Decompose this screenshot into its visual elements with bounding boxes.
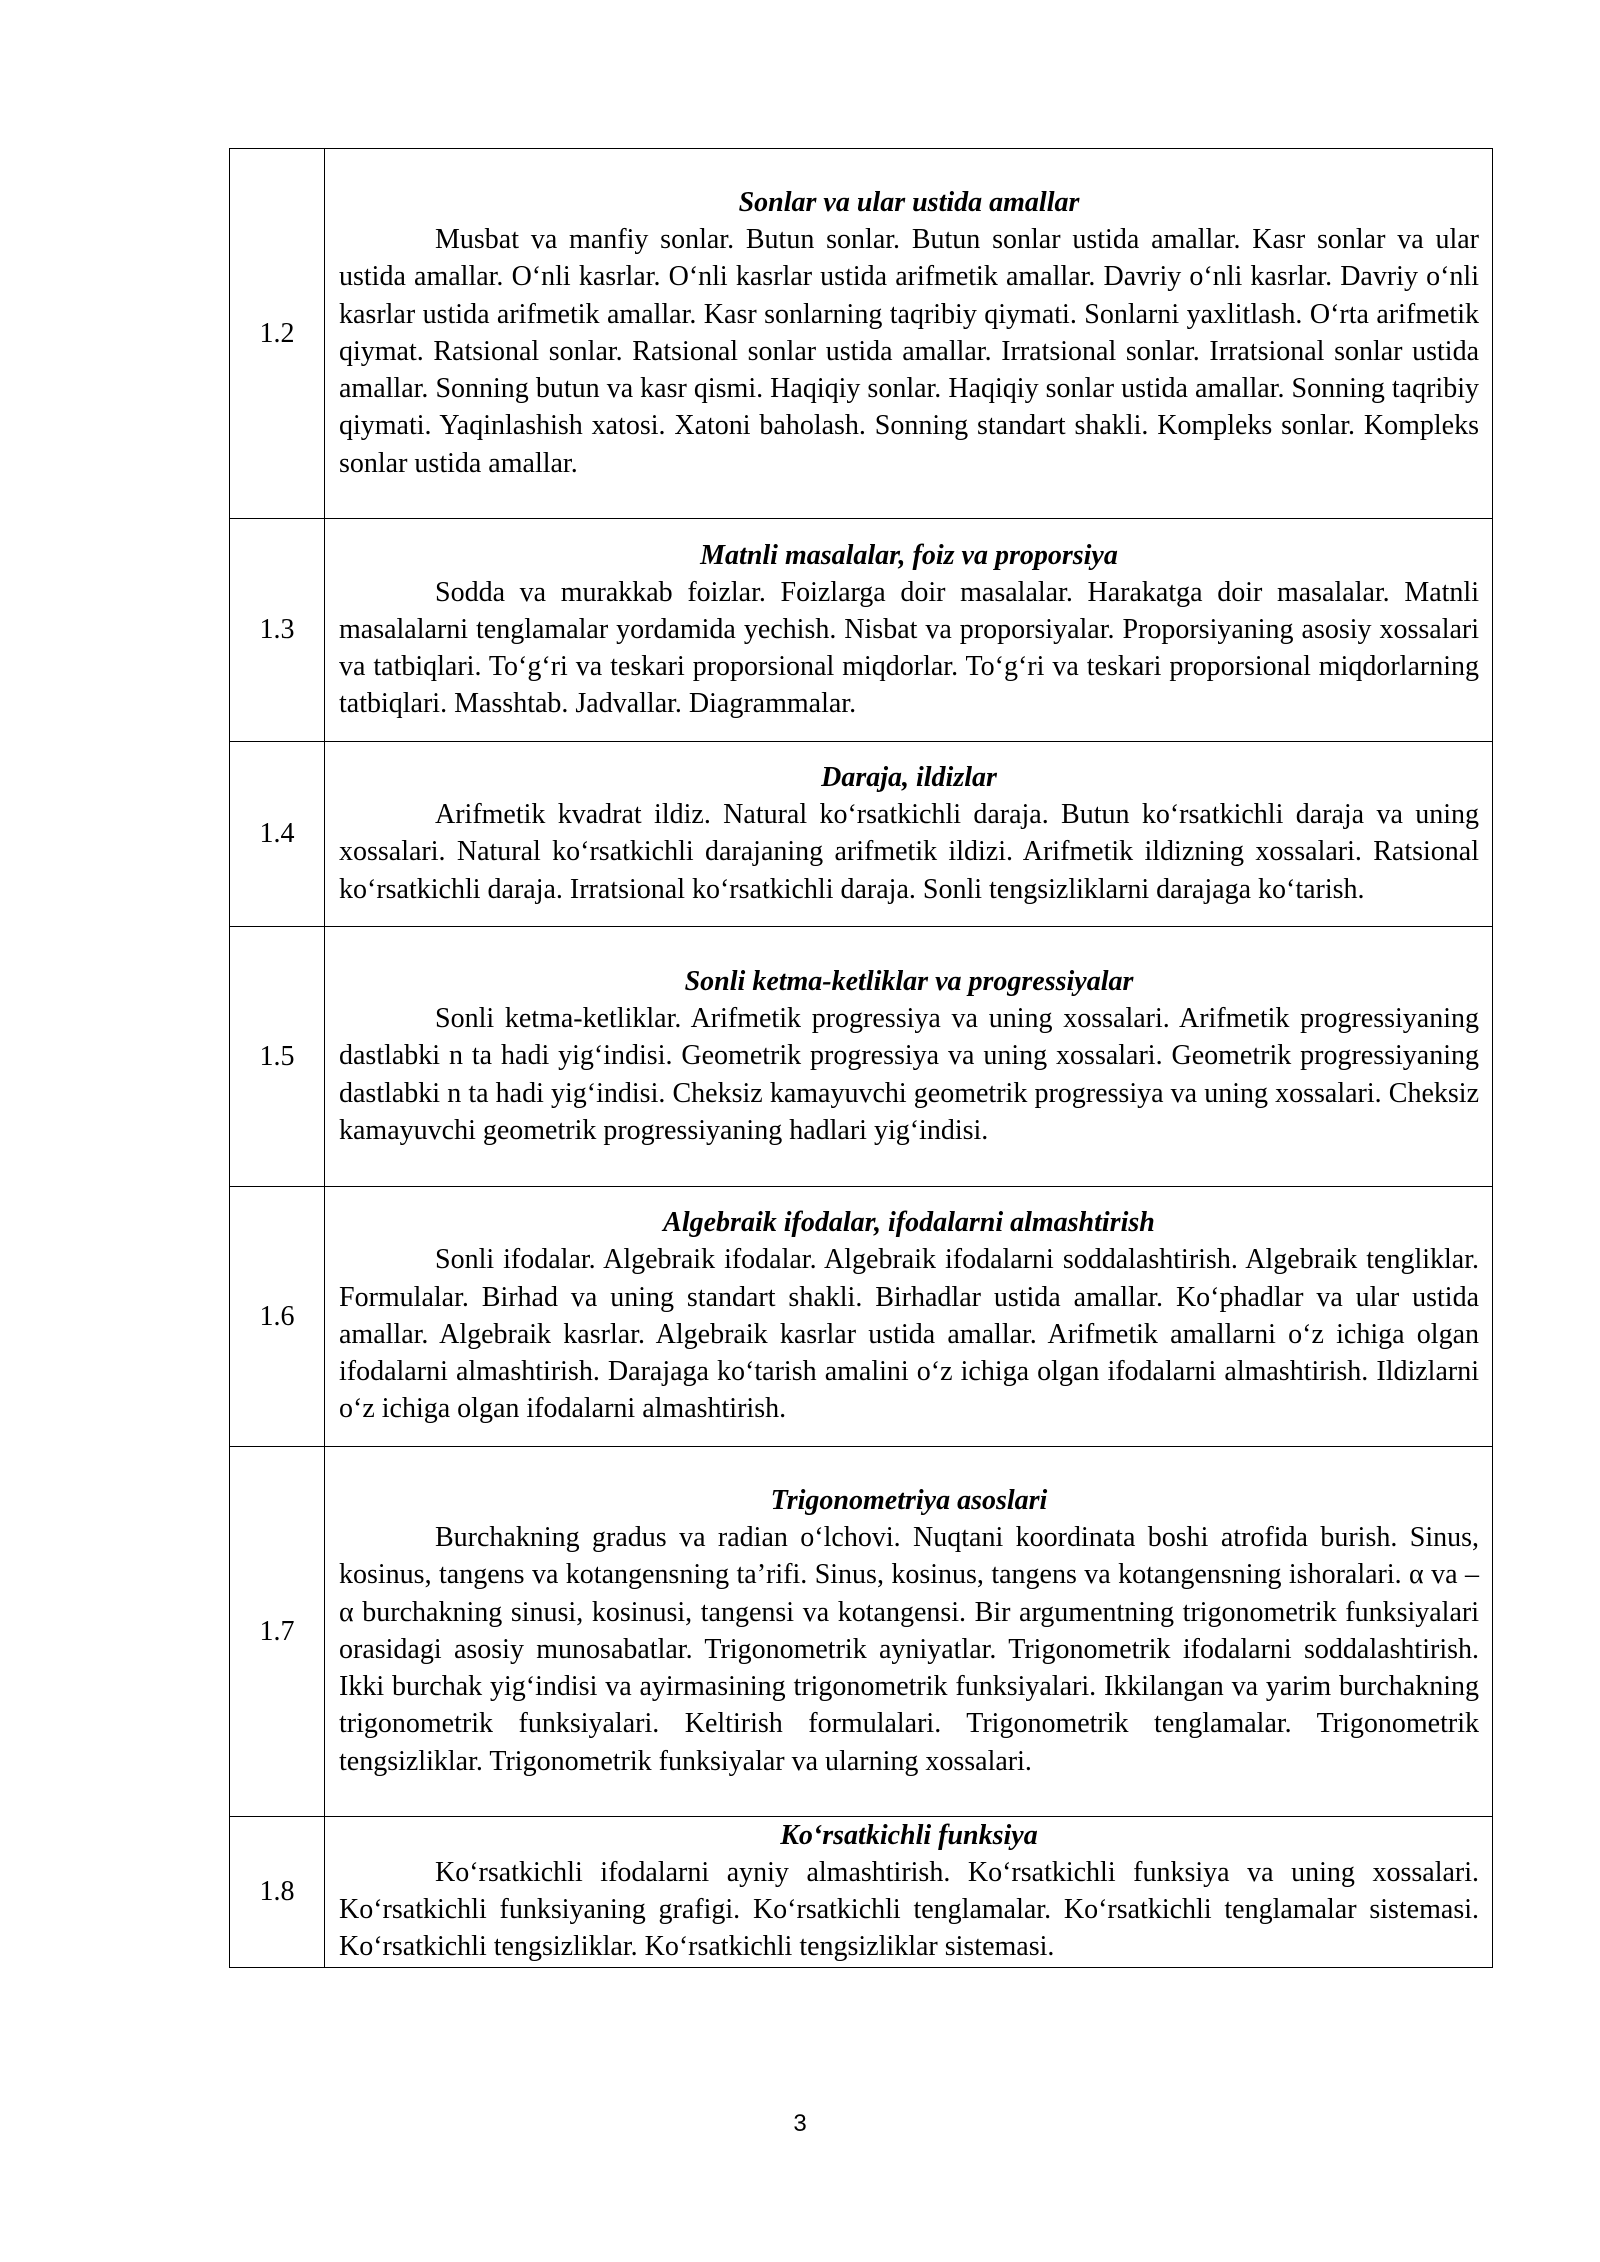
topic-title: Trigonometriya asoslari [770,1485,1048,1517]
topic-number: 1.8 [230,1817,325,1968]
topic-title: Matnli masalalar, foiz va proporsiya [700,539,1118,571]
topic-content [325,742,1493,927]
table-row [230,1447,1493,1817]
topic-content [325,927,1493,1187]
topic-title: Daraja, ildizlar [821,762,997,794]
topic-description: Sodda va murakkab foizlar. Foizlarga doir masalalar. Harakatga doir masalalar. Matnli masalalarni tenglamalar yordamida yechish. Nisbat va proporsiyalar. Proporsiyaning asosiy xossalari va tatbiqlari. To‘g‘ri va teskari proporsional miqdorlar. To‘g‘ri va teskari proporsional miqdorlarning tatbiqlari. Masshtab. Jadvallar. Diagrammalar. [339,576,1479,720]
topic-title: Algebraik ifodalar, ifodalarni almashtirish [663,1207,1155,1239]
table-row [230,742,1493,927]
table-row [230,1187,1493,1447]
topic-description: Musbat va manfiy sonlar. Butun sonlar. Butun sonlar ustida amallar. Kasr sonlar va ular ustida amallar. O‘nli kasrlar. O‘nli kasrlar ustida arifmetik amallar. Davriy o‘nli kasrlar. Davriy o‘nli kasrlar ustida arifmetik amallar. Kasr sonlarning taqribiy qiymati. Sonlarni yaxlitlash. O‘rta arifmetik qiymat. Ratsional sonlar. Ratsional sonlar ustida amallar. Irratsional sonlar. Irratsional sonlar ustida amallar. Sonning butun va kasr qismi. Haqiqiy sonlar. Haqiqiy sonlar ustida amallar. Sonning taqribiy qiymati. Yaqinlashish xatosi. Xatoni baholash. Sonning standart shakli. Kompleks sonlar. Kompleks sonlar ustida amallar. [339,224,1479,479]
topic-description: Arifmetik kvadrat ildiz. Natural ko‘rsatkichli daraja. Butun ko‘rsatkichli daraja va uning xossalari. Natural ko‘rsatkichli darajaning arifmetik ildizi. Arifmetik ildizning xossalari. Ratsional ko‘rsatkichli daraja. Irratsional ko‘rsatkichli daraja. Sonli tengsizliklarni darajaga ko‘tarish. [339,799,1479,905]
topic-description: Sonli ifodalar. Algebraik ifodalar. Algebraik ifodalarni soddalashtirish. Algebraik tengliklar. Formulalar. Birhad va uning standart shakli. Birhadlar ustida amallar. Ko‘phadlar va ular ustida amallar. Algebraik kasrlar. Algebraik kasrlar ustida amallar. Arifmetik amallarni o‘z ichiga olgan ifodalarni almashtirish. Darajaga ko‘tarish amalini o‘z ichiga olgan ifodalarni almashtirish. Ildizlarni o‘z ichiga olgan ifodalarni almashtirish. [339,1244,1479,1425]
topic-number: 1.4 [230,742,325,927]
curriculum-table [229,148,1493,1968]
topic-number: 1.7 [230,1447,325,1817]
topic-content [325,1817,1493,1968]
table-row [230,927,1493,1187]
topic-description: Burchakning gradus va radian o‘lchovi. Nuqtani koordinata boshi atrofida burish. Sinus, kosinus, tangens va kotangensning ta’rifi. Sinus, kosinus, tangens va kotangensning ishoralari. α va –α burchakning sinusi, kosinusi, tangensi va kotangensi. Bir argumentning trigonometrik funksiyalari orasidagi asosiy munosabatlar. Trigonometrik ayniyatlar. Trigonometrik ifodalarni soddalashtirish. Ikki burchak yig‘indisi va ayirmasining trigonometrik funksiyalari. Ikkilangan va yarim burchakning trigonometrik funksiyalari. Keltirish formulalari. Trigonometrik tenglamalar. Trigonometrik tengsizliklar. Trigonometrik funksiyalar va ularning xossalari. [339,1522,1479,1777]
table-row [230,519,1493,742]
topic-description: Ko‘rsatkichli ifodalarni ayniy almashtirish. Ko‘rsatkichli funksiya va uning xossalari. Ko‘rsatkichli funksiyaning grafigi. Ko‘rsatkichli tenglamalar. Ko‘rsatkichli tenglamalar sistemasi. Ko‘rsatkichli tengsizliklar. Ko‘rsatkichli tengsizliklar sistemasi. [339,1857,1479,1963]
topic-content [325,519,1493,742]
table-row [230,149,1493,519]
topic-title: Ko‘rsatkichli funksiya [780,1820,1038,1851]
topic-title: Sonlar va ular ustida amallar [738,187,1080,219]
topic-content [325,1447,1493,1817]
topic-number: 1.6 [230,1187,325,1447]
topic-content [325,1187,1493,1447]
topic-number: 1.5 [230,927,325,1187]
topic-content [325,149,1493,519]
page-number: 3 [793,2110,807,2137]
topic-number: 1.3 [230,519,325,742]
table-row [230,1817,1493,1968]
topic-title: Sonli ketma-ketliklar va progressiyalar [684,966,1134,998]
topic-number: 1.2 [230,149,325,519]
topic-description: Sonli ketma-ketliklar. Arifmetik progressiya va uning xossalari. Arifmetik progressiyaning dastlabki n ta hadi yig‘indisi. Geometrik progressiya va uning xossalari. Geometrik progressiyaning dastlabki n ta hadi yig‘indisi. Cheksiz kamayuvchi geometrik progressiya va uning xossalari. Cheksiz kamayuvchi geometrik progressiyaning hadlari yig‘indisi. [339,1003,1479,1146]
